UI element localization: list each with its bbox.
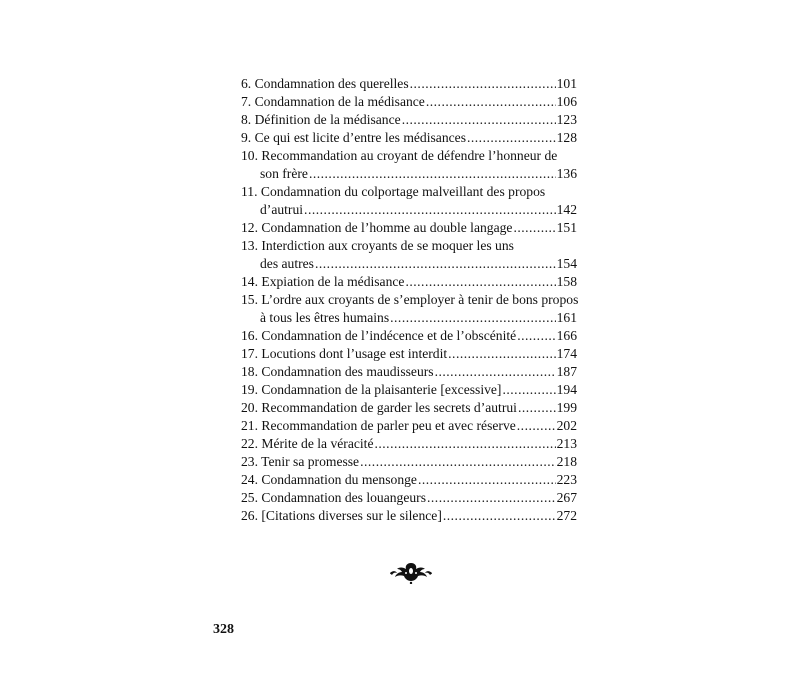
toc-entry-title: 9. Ce qui est licite d’entre les médisances xyxy=(241,130,466,145)
toc-entry xyxy=(241,435,577,453)
dot-leader xyxy=(309,165,556,183)
dot-leader xyxy=(402,111,556,129)
toc-entry xyxy=(241,417,577,435)
toc-entry-line xyxy=(241,75,577,93)
toc-entry-title: d’autrui xyxy=(260,202,304,217)
toc-entry-page: 154 xyxy=(556,256,577,271)
dot-leader xyxy=(360,453,556,471)
dot-leader xyxy=(467,129,556,147)
toc-entry-title: 17. Locutions dont l’usage est interdit xyxy=(241,346,448,361)
toc-entry-line xyxy=(241,147,577,165)
toc-entry-title: 7. Condamnation de la médisance xyxy=(241,94,425,109)
toc-entry-title: à tous les êtres humains xyxy=(260,310,390,325)
toc-entry-line xyxy=(241,507,577,525)
toc-entry-line xyxy=(241,273,577,291)
toc-entry xyxy=(241,237,577,273)
dot-leader xyxy=(426,93,556,111)
toc-entry xyxy=(241,327,577,345)
toc-entry xyxy=(241,489,577,507)
toc-entry-line xyxy=(241,417,577,435)
toc-entry-page: 199 xyxy=(556,400,577,415)
dot-leader xyxy=(427,489,556,507)
toc-entry-title: 26. [Citations diverses sur le silence] xyxy=(241,508,442,523)
toc-entry-line xyxy=(241,309,577,327)
toc-entry xyxy=(241,75,577,93)
toc-entry xyxy=(241,291,577,327)
dot-leader xyxy=(418,471,556,489)
toc-entry-line xyxy=(241,327,577,345)
toc-entry-title: 22. Mérite de la véracité xyxy=(241,436,374,451)
dot-leader xyxy=(513,219,555,237)
toc-entry-page: 158 xyxy=(556,274,577,289)
dot-leader xyxy=(405,273,555,291)
toc-entry-line xyxy=(241,453,577,471)
toc-entry-line xyxy=(241,237,577,255)
toc-entry-page: 136 xyxy=(556,166,577,181)
toc-entry-page: 267 xyxy=(556,490,577,505)
toc-entry-title: des autres xyxy=(260,256,314,271)
toc-entry-line xyxy=(241,435,577,453)
toc-entry-title: 6. Condamnation des querelles xyxy=(241,76,409,91)
toc-entry-page: 187 xyxy=(556,364,577,379)
toc-entry-line xyxy=(241,201,577,219)
table-of-contents xyxy=(241,75,577,525)
dot-leader xyxy=(390,309,555,327)
toc-entry xyxy=(241,129,577,147)
toc-entry-page: 174 xyxy=(556,346,577,361)
toc-entry-page: 223 xyxy=(556,472,577,487)
toc-entry-title: 14. Expiation de la médisance xyxy=(241,274,405,289)
toc-entry-page: 123 xyxy=(556,112,577,127)
toc-entry xyxy=(241,363,577,381)
toc-entry-page: 151 xyxy=(556,220,577,235)
toc-entry-line xyxy=(241,255,577,273)
toc-entry xyxy=(241,453,577,471)
toc-entry-line xyxy=(241,489,577,507)
toc-entry-line xyxy=(241,381,577,399)
floral-ornament-icon xyxy=(389,560,433,584)
toc-entry xyxy=(241,399,577,417)
dot-leader xyxy=(502,381,555,399)
dot-leader xyxy=(518,399,556,417)
toc-entry xyxy=(241,273,577,291)
toc-entry-page: 213 xyxy=(556,436,577,451)
toc-entry-title: 19. Condamnation de la plaisanterie [excessive] xyxy=(241,382,502,397)
toc-entry-page: 202 xyxy=(556,418,577,433)
toc-entry xyxy=(241,219,577,237)
toc-entry-page: 101 xyxy=(556,76,577,91)
toc-entry xyxy=(241,471,577,489)
toc-entry-page: 194 xyxy=(556,382,577,397)
toc-entry xyxy=(241,345,577,363)
page-number: 328 xyxy=(213,622,234,637)
toc-entry-page: 166 xyxy=(556,328,577,343)
toc-entry xyxy=(241,147,577,183)
toc-entry-page: 106 xyxy=(556,94,577,109)
toc-entry-title: 12. Condamnation de l’homme au double langage xyxy=(241,220,513,235)
toc-entry-title: 23. Tenir sa promesse xyxy=(241,454,360,469)
toc-entry-line xyxy=(241,129,577,147)
toc-entry-title: 21. Recommandation de parler peu et avec réserve xyxy=(241,418,516,433)
toc-entry-page: 272 xyxy=(556,508,577,523)
toc-entry xyxy=(241,381,577,399)
toc-entry xyxy=(241,111,577,129)
toc-entry-title: 20. Recommandation de garder les secrets d’autrui xyxy=(241,400,517,415)
dot-leader xyxy=(315,255,556,273)
toc-entry-line xyxy=(241,165,577,183)
toc-entry-title: son frère xyxy=(260,166,308,181)
dot-leader xyxy=(410,75,556,93)
toc-entry-title: 11. Condamnation du colportage malveillant des propos xyxy=(241,184,546,199)
toc-entry-title: 25. Condamnation des louangeurs xyxy=(241,490,426,505)
toc-entry-title: 10. Recommandation au croyant de défendre l’honneur de xyxy=(241,148,558,163)
toc-entry-line xyxy=(241,183,577,201)
toc-entry xyxy=(241,183,577,219)
dot-leader xyxy=(443,507,556,525)
toc-entry-line xyxy=(241,471,577,489)
toc-entry-title: 24. Condamnation du mensonge xyxy=(241,472,417,487)
toc-entry-page: 218 xyxy=(556,454,577,469)
toc-entry-line xyxy=(241,219,577,237)
toc-entry xyxy=(241,93,577,111)
toc-entry-line xyxy=(241,291,577,309)
toc-entry-line xyxy=(241,111,577,129)
toc-entry-title: 18. Condamnation des maudisseurs xyxy=(241,364,434,379)
dot-leader xyxy=(517,417,556,435)
toc-entry-line xyxy=(241,363,577,381)
dot-leader xyxy=(448,345,555,363)
dot-leader xyxy=(304,201,556,219)
dot-leader xyxy=(517,327,555,345)
toc-entry-page: 161 xyxy=(556,310,577,325)
toc-entry-title: 8. Définition de la médisance xyxy=(241,112,401,127)
toc-entry-page: 142 xyxy=(556,202,577,217)
dot-leader xyxy=(374,435,555,453)
toc-entry-page: 128 xyxy=(556,130,577,145)
toc-entry-title: 15. L’ordre aux croyants de s’employer à tenir de bons propos xyxy=(241,292,579,307)
toc-entry xyxy=(241,507,577,525)
toc-entry-line xyxy=(241,345,577,363)
toc-entry-title: 16. Condamnation de l’indécence et de l’obscénité xyxy=(241,328,517,343)
dot-leader xyxy=(435,363,556,381)
toc-entry-title: 13. Interdiction aux croyants de se moquer les uns xyxy=(241,238,514,253)
toc-entry-line xyxy=(241,399,577,417)
toc-entry-line xyxy=(241,93,577,111)
